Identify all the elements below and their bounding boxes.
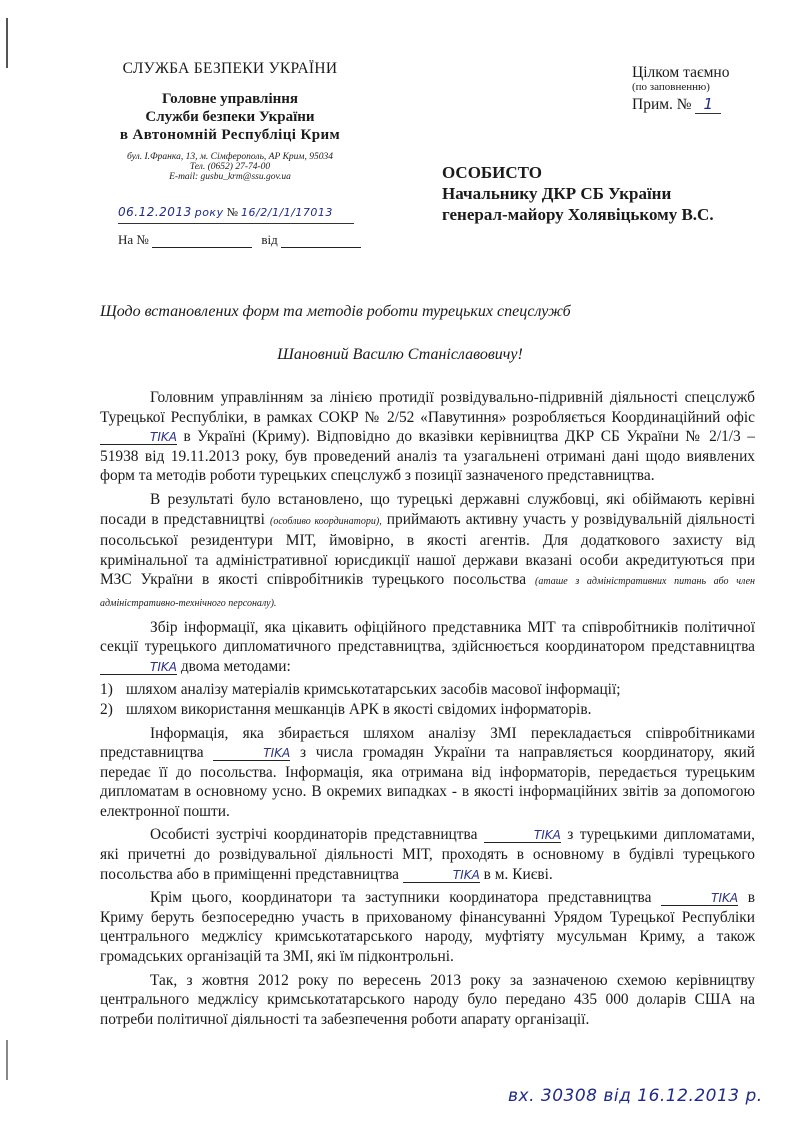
paragraph-3: Збір інформації, яка цікавить офіційного представника МІТ та співробітників політичної секції турецького дипломатичного представництва, здійснюється координатором представництва TIKA двома методами: [100,618,755,675]
registration-no-sign: № [226,205,239,219]
copy-label: Прим. № [632,96,692,113]
fill-in-tika: TIKA [100,660,177,675]
na-label: На № [118,232,149,247]
letter-body [100,388,755,1033]
dept-line-3: в Автономній Республіці Крим [119,127,341,143]
dept-line-2: Служби безпеки України [145,109,315,125]
methods-list [100,680,755,719]
dept-line-1: Головне управління [161,91,299,107]
subject-line: Щодо встановлених форм та методів роботи турецьких спецслужб [100,303,571,320]
na-field [152,233,252,248]
copy-number-value: 1 [695,95,721,114]
addressee-block [442,162,782,225]
sender-email: E-mail: gusbu_krm@ssu.gov.ua [169,172,291,182]
sender-phone: Тел. (0652) 27-74-00 [189,162,271,172]
binding-mark-top [6,18,8,68]
registration-roku: року [194,206,224,219]
copy-number [632,95,782,114]
incoming-registration-note: вх. 30308 від 16.12.2013 р. [508,1086,763,1106]
classification-label: Цілком таємно [632,64,730,81]
paragraph-4: Інформація, яка збирається шляхом аналізу ЗМІ перекладається співробітниками представництва TIKA з числа громадян України та направляється координатору, який передає її до посольства. Інформація, яка отримана від інформаторів, передається турецьким дипломатам в основному усно. В окремих випадках - в якості інформаційних звітів за допомогою електронної пошти. [100,724,755,820]
list-item: 1) шляхом аналізу матеріалів кримськотатарських засобів масової інформації; [100,681,621,699]
paragraph-5: Особисті зустрічі координаторів представництва TIKA з турецькими дипломатами, які причетні до розвідувальної діяльності МІТ, проходять в основному в будівлі турецького посольства або в приміщенні представництва TIKA в м. Києві. [100,826,755,883]
org-name: СЛУЖБА БЕЗПЕКИ УКРАЇНИ [122,60,338,77]
list-item: 2) шляхом використання мешканців АРК в якості свідомих інформаторів. [100,700,592,718]
sender-address: бул. І.Франка, 13, м. Сімферополь, АР Крим, 95034 [127,152,333,162]
fill-in-tika: TIKA [661,891,738,906]
sender-block [90,60,370,182]
addressee-line-1: Начальнику ДКР СБ України [442,184,672,203]
vid-field [281,233,361,248]
paragraph-1: Головним управлінням за лінією протидії розвідувально-підривній діяльності спецслужб Турецької Республіки, в рамках СОКР № 2/52 «Павутиння» розробляється Координаційний офіс TIKA в Україні (Криму). Відповідно до вказівки керівництва ДКР СБ України № 2/1/3 – 51938 від 19.11.2013 року, був проведений аналіз та узагальнені отримані дані щодо виявлених форм та методів роботи турецьких спецслужб з позиції зазначеного представництва. [100,389,755,485]
vid-label: від [261,232,278,247]
registration-line [118,205,354,224]
addressee-line-2: генерал-майору Холявіцькому В.С. [442,205,714,224]
registration-number: 16/2/1/1/17013 [241,206,333,219]
paragraph-7: Так, з жовтня 2012 року по вересень 2013 року за зазначеною схемою керівництву центрального меджлісу кримськотатарського народу було передано 435 000 доларів США на потреби політичної діяльності та забезпечення роботи апарату організації. [100,971,755,1028]
classification-block [632,64,782,114]
paragraph-2: В результаті було встановлено, що турецькі державні службовці, які обіймають керівні посади в представництві (особливо координатори), приймають активну участь у розвідувальній діяльності посольської резидентури МІТ, ймовірно, в якості агентів. Для додаткового захисту від кримінальної та адміністративної юрисдикції нашої держави вказані особи акредитуються при МЗС України в якості співробітників турецького посольства (аташе з адміністративних питань або член адміністративно-технічного персоналу). [100,490,755,609]
paragraph-6: Крім цього, координатори та заступники координатора представництва TIKA в Криму беруть безпосередню участь в прихованому фінансуванні Урядом Турецької Республіки центрального меджлісу кримськотатарського народу, муфтіяту мусульман Криму, а також громадських організацій та ЗМІ, які їм підконтрольні. [100,889,755,966]
binding-mark-bottom [6,1040,8,1080]
salutation: Шановний Василю Станіславовичу! [277,346,523,363]
addressee-personal: ОСОБИСТО [442,163,543,182]
fill-in-tika: TIKA [213,746,290,761]
fill-in-tika: TIKA [484,828,561,843]
reference-line [118,232,368,248]
fill-in-tika: TIKA [403,868,480,883]
fill-in-tika: TIKA [100,430,177,445]
registration-date: 06.12.2013 [118,205,192,219]
classification-note: (по заповненню) [632,81,710,93]
